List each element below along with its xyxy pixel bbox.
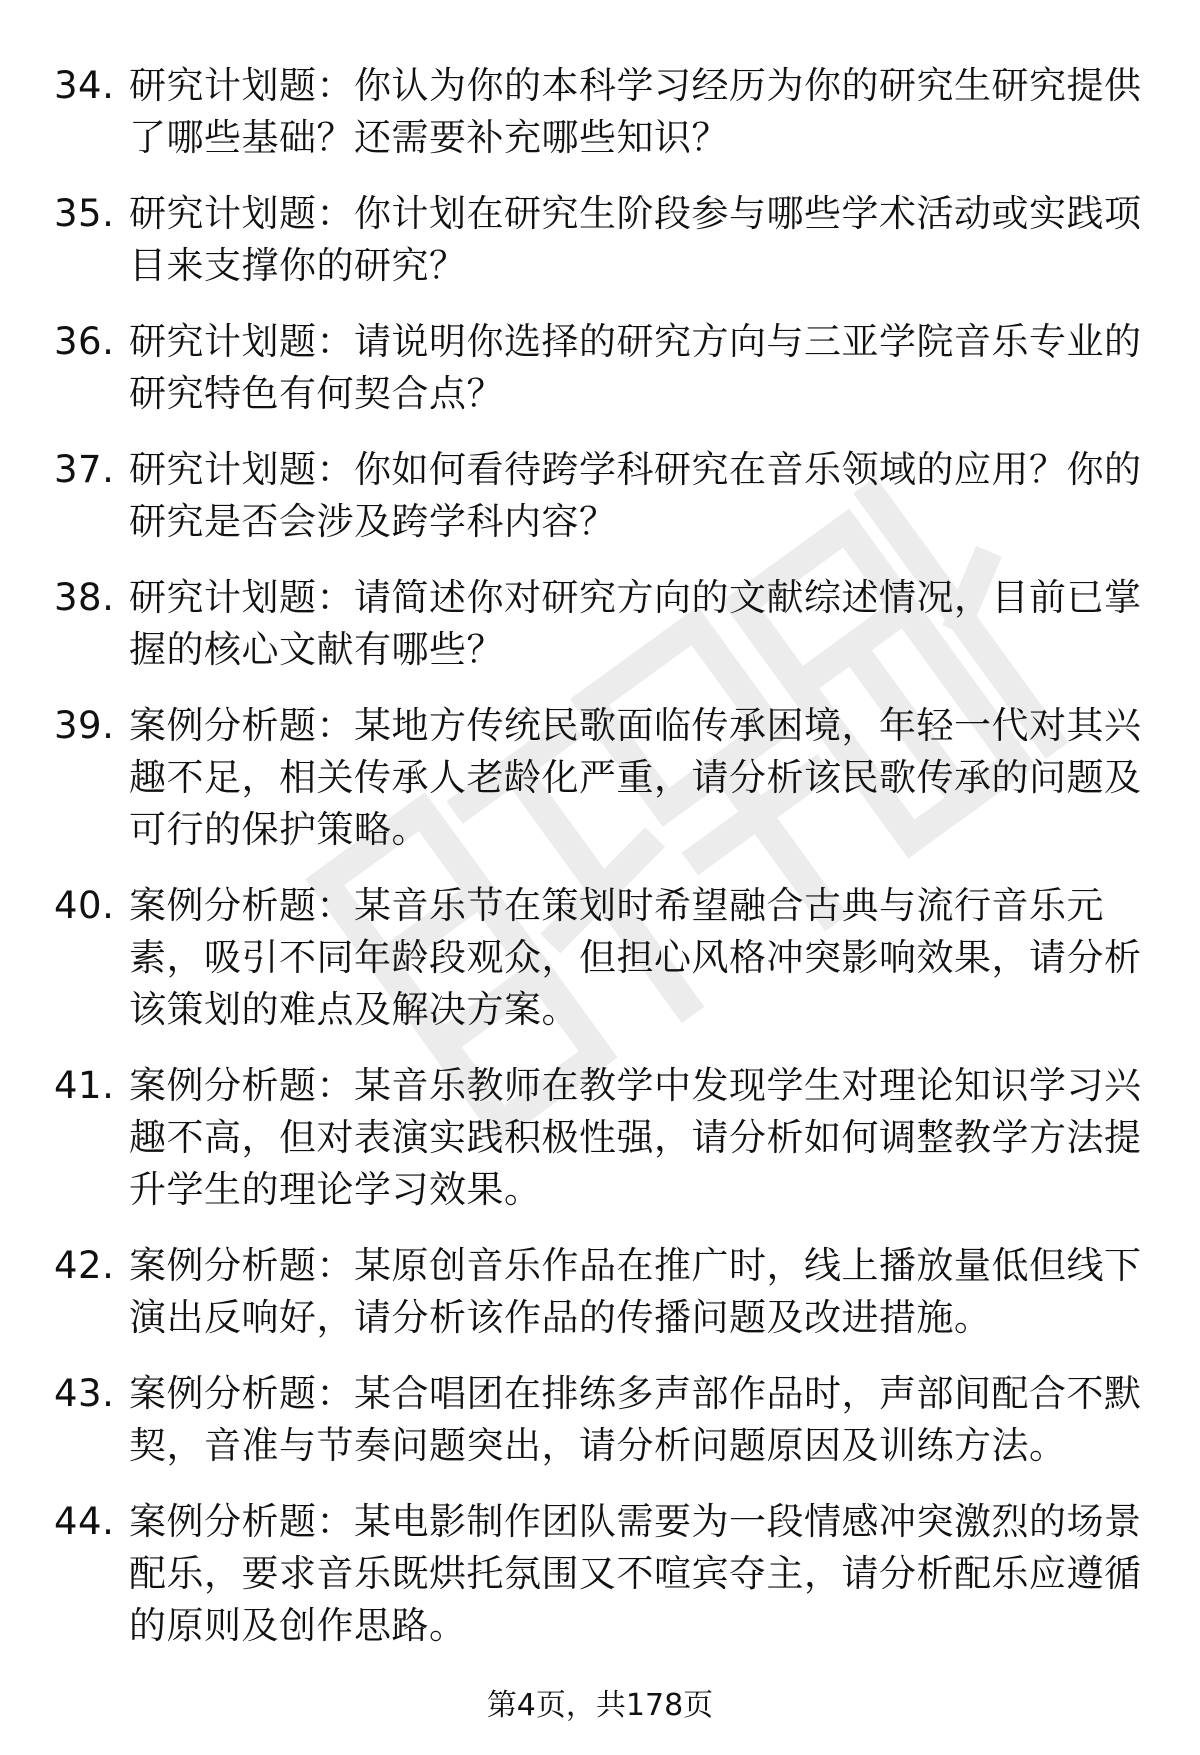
question-number: 41.: [54, 1064, 115, 1107]
question-number: 39.: [54, 704, 115, 747]
question-text: 案例分析题：某音乐教师在教学中发现学生对理论知识学习兴趣不高，但对表演实践积极性强，请分析如何调整教学方法提升学生的理论学习效果。: [129, 1064, 1142, 1211]
question-text: 案例分析题：某地方传统民歌面临传承困境，年轻一代对其兴趣不足，相关传承人老龄化严重，请分析该民歌传承的问题及可行的保护策略。: [129, 704, 1142, 851]
question-number: 37.: [54, 448, 115, 491]
question-item: [54, 1368, 1154, 1472]
question-item: [54, 572, 1154, 676]
question-item: [54, 444, 1154, 548]
question-text: 研究计划题：你认为你的本科学习经历为你的研究生研究提供了哪些基础？还需要补充哪些知识？: [129, 64, 1142, 159]
question-text: 研究计划题：你计划在研究生阶段参与哪些学术活动或实践项目来支撑你的研究？: [129, 192, 1142, 287]
question-number: 38.: [54, 576, 115, 619]
question-text: 案例分析题：某音乐节在策划时希望融合古典与流行音乐元素，吸引不同年龄段观众，但担心风格冲突影响效果，请分析该策划的难点及解决方案。: [129, 884, 1142, 1031]
question-text: 案例分析题：某合唱团在排练多声部作品时，声部间配合不默契，音准与节奏问题突出，请分析问题原因及训练方法。: [129, 1372, 1142, 1467]
question-text: 研究计划题：你如何看待跨学科研究在音乐领域的应用？你的研究是否会涉及跨学科内容？: [129, 448, 1142, 543]
question-number: 34.: [54, 64, 115, 107]
question-text: 案例分析题：某原创音乐作品在推广时，线上播放量低但线下演出反响好，请分析该作品的传播问题及改进措施。: [129, 1244, 1142, 1339]
question-item: [54, 188, 1154, 292]
question-text: 案例分析题：某电影制作团队需要为一段情感冲突激烈的场景配乐，要求音乐既烘托氛围又不喧宾夺主，请分析配乐应遵循的原则及创作思路。: [129, 1500, 1142, 1647]
question-item: [54, 60, 1154, 164]
question-list: [54, 60, 1154, 1676]
question-number: 44.: [54, 1500, 115, 1543]
question-number: 36.: [54, 320, 115, 363]
question-item: [54, 1496, 1154, 1652]
question-item: [54, 1060, 1154, 1216]
question-text: 研究计划题：请简述你对研究方向的文献综述情况，目前已掌握的核心文献有哪些？: [129, 576, 1142, 671]
question-number: 43.: [54, 1372, 115, 1415]
question-item: [54, 316, 1154, 420]
question-item: [54, 1240, 1154, 1344]
question-item: [54, 880, 1154, 1036]
question-item: [54, 700, 1154, 856]
question-number: 40.: [54, 884, 115, 927]
question-number: 42.: [54, 1244, 115, 1287]
question-text: 研究计划题：请说明你选择的研究方向与三亚学院音乐专业的研究特色有何契合点？: [129, 320, 1142, 415]
question-number: 35.: [54, 192, 115, 235]
page-footer: 第4页，共178页: [486, 1688, 714, 1723]
